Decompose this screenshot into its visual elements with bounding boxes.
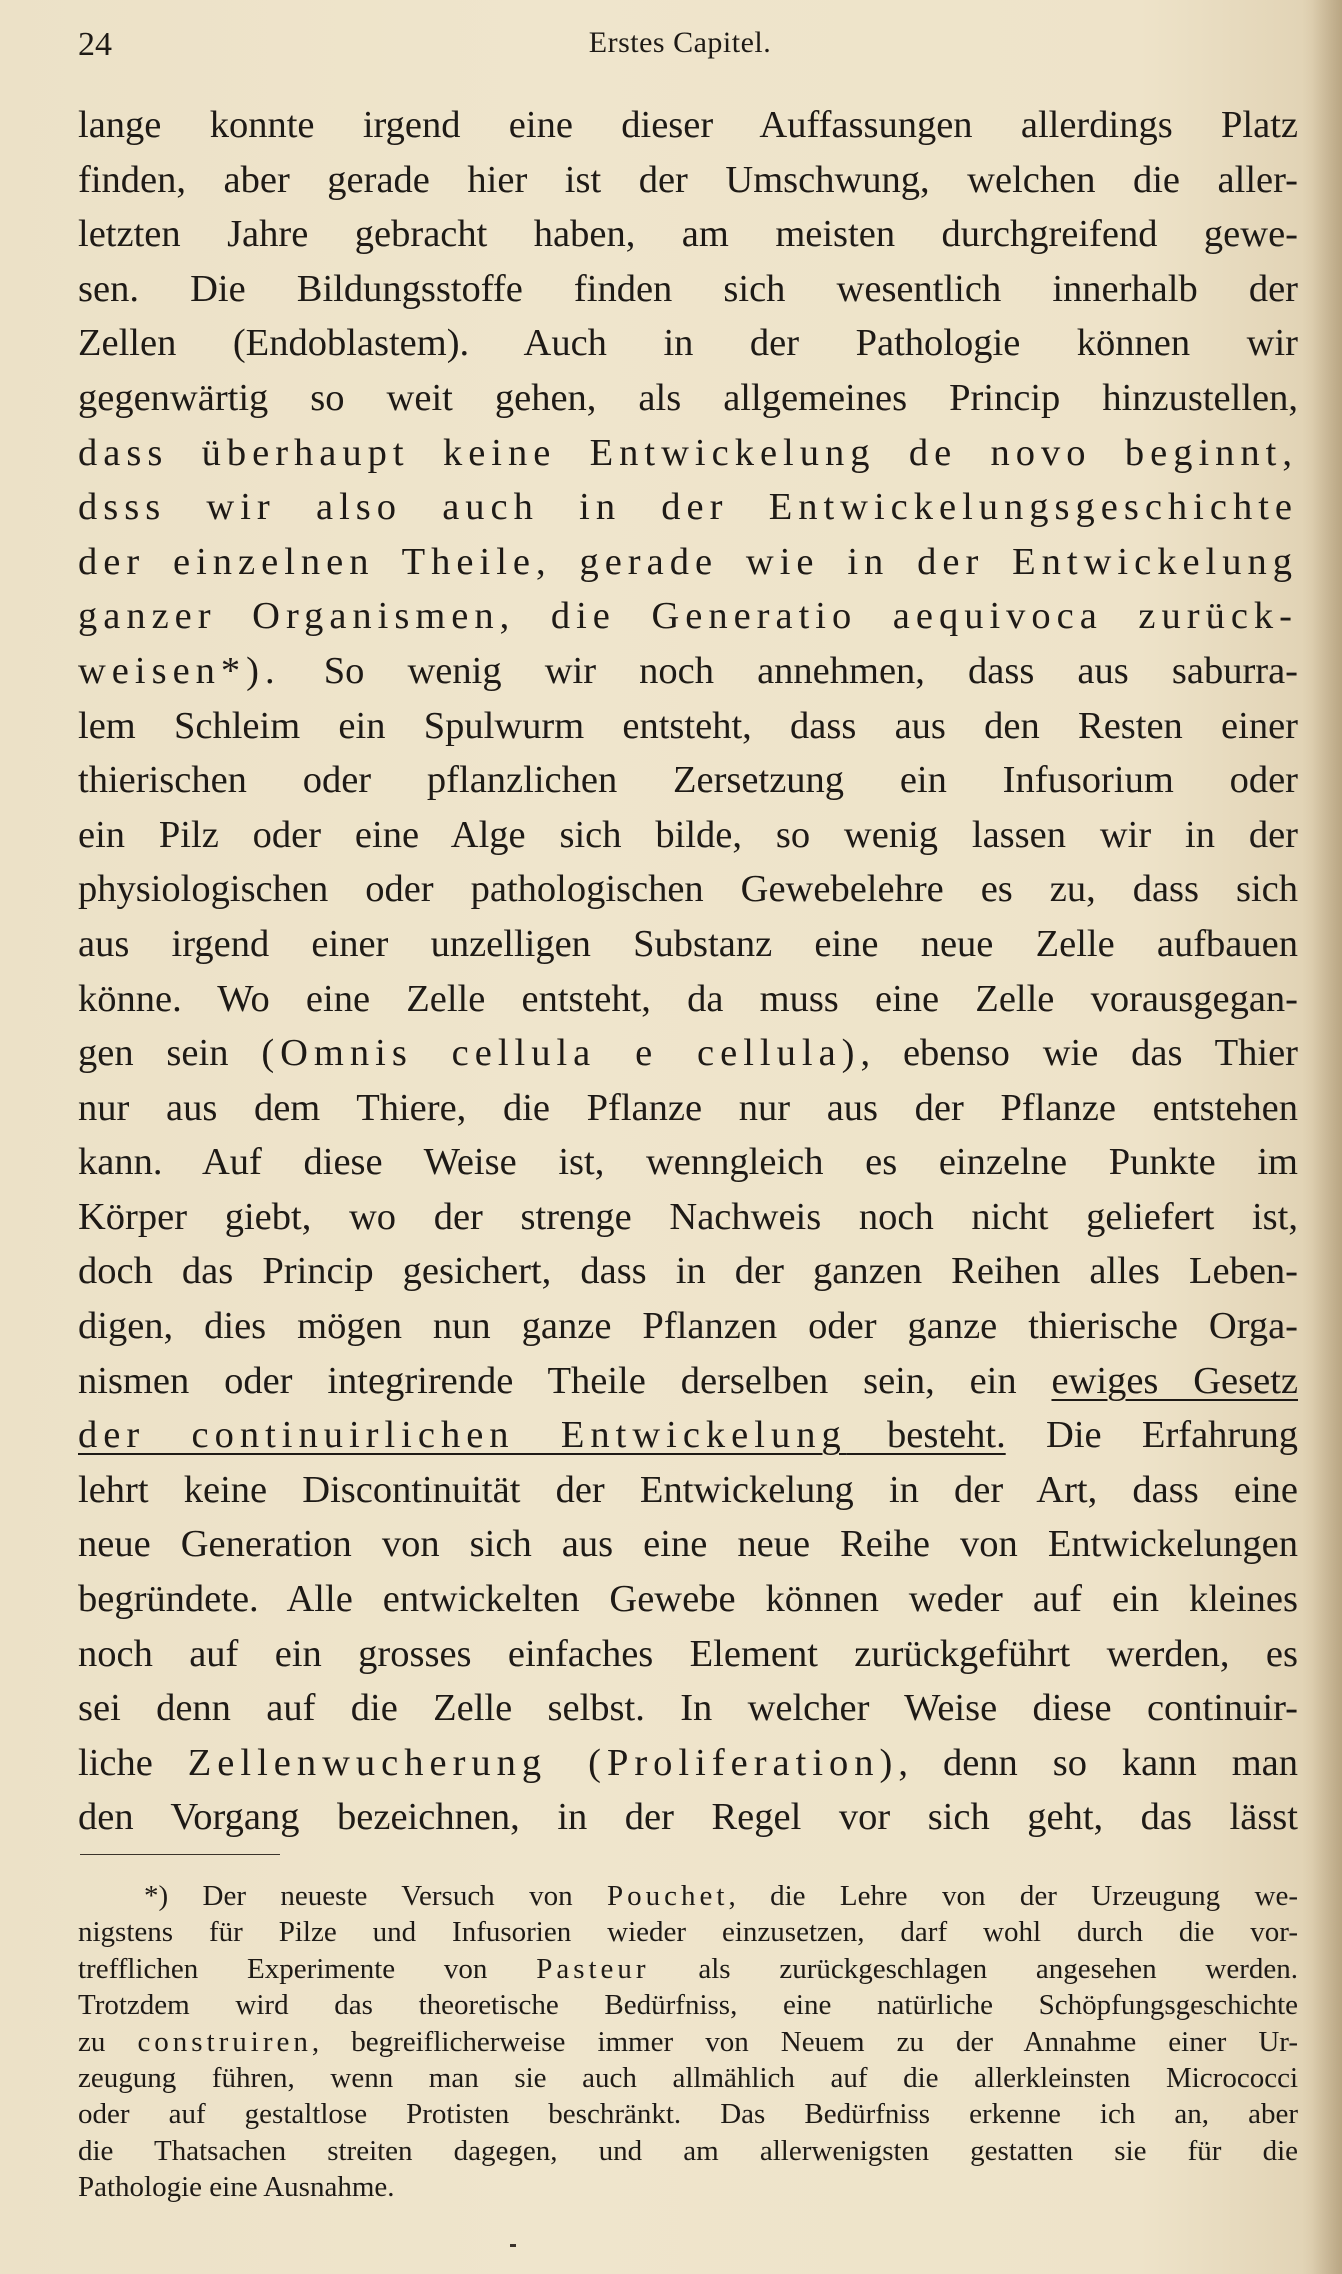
text-segment: Die Erfahrung — [1005, 1414, 1298, 1457]
text-line — [78, 972, 1298, 1027]
text-line — [78, 535, 1298, 590]
text-line — [78, 917, 1298, 972]
text-segment: aus irgend einer unzelligen Substanz eine neue Zelle aufbauen — [78, 922, 1298, 965]
text-line — [78, 480, 1298, 535]
text-segment: So wenig wir noch annehmen, dass aus saburra- — [280, 649, 1298, 692]
text-segment: kann. Auf diese Weise ist, wenngleich es einzelne Punkte im — [78, 1141, 1298, 1184]
text-segment: , ebenso wie das Thier — [860, 1032, 1298, 1075]
text-line — [78, 1135, 1298, 1190]
footnote-line — [78, 2096, 1298, 2132]
footnote-line — [78, 2024, 1298, 2060]
text-line — [78, 862, 1298, 917]
text-segment: die Thatsachen streiten dagegen, und am allerwenigsten gestatten sie für die — [78, 2134, 1298, 2167]
text-line — [78, 316, 1298, 371]
text-segment: digen, dies mögen nun ganze Pflanzen oder ganze thierische Orga- — [78, 1305, 1298, 1348]
spaced-text: dass überhaupt keine Entwickelung de novo beginnt, — [78, 431, 1298, 474]
spaced-text: construiren — [137, 2025, 312, 2058]
spaced-text: Zellenwucherung (Proliferation) — [187, 1741, 899, 1784]
text-segment: thierischen oder pflanzlichen Zersetzung ein Infusorium oder — [78, 759, 1298, 802]
spaced-text: Pasteur — [536, 1952, 650, 1985]
text-segment: doch das Princip gesichert, dass in der ganzen Reihen alles Leben- — [78, 1250, 1298, 1293]
text-segment: zeugung führen, wenn man sie auch allmählich auf die allerkleinsten Micrococci — [78, 2061, 1298, 2094]
text-line — [78, 753, 1298, 808]
text-segment: begründete. Alle entwickelten Gewebe können weder auf ein kleines — [78, 1578, 1298, 1621]
text-segment: *) Der neueste Versuch von — [144, 1880, 607, 1912]
bottom-mark — [510, 2244, 516, 2247]
footnote-line — [78, 1878, 1298, 1914]
text-segment: sei denn auf die Zelle selbst. In welcher Weise diese continuir- — [78, 1687, 1298, 1730]
text-segment: sen. Die Bildungsstoffe finden sich wesentlich innerhalb der — [78, 267, 1298, 310]
page-number: 24 — [78, 26, 112, 63]
spaced-text: weisen*). — [78, 649, 281, 692]
text-segment: physiologischen oder pathologischen Gewebelehre es zu, dass sich — [78, 868, 1298, 911]
text-segment: gegenwärtig so weit gehen, als allgemeines Princip hinzustellen, — [78, 376, 1298, 419]
text-line — [78, 644, 1298, 699]
text-line — [78, 1463, 1298, 1518]
spaced-text: der continuirlichen Entwickelung — [78, 1414, 847, 1457]
text-line — [78, 1299, 1298, 1354]
text-line — [78, 1572, 1298, 1627]
text-line — [78, 1736, 1298, 1791]
text-line — [78, 371, 1298, 426]
text-segment: oder auf gestaltlose Protisten beschränkt. Das Bedürfniss erkenne ich an, aber — [78, 2098, 1298, 2131]
text-segment: , begreiflicherweise immer von Neuem zu der Annahme einer Ur- — [311, 2025, 1298, 2058]
text-line — [78, 1408, 1298, 1463]
text-line — [78, 426, 1298, 481]
text-segment: Pathologie eine Ausnahme. — [78, 2171, 395, 2204]
text-segment: Trotzdem wird das theoretische Bedürfniss, eine natürliche Schöpfungsgeschichte — [78, 1989, 1298, 2022]
footnote-line — [78, 2169, 1298, 2205]
text-segment: besteht. — [846, 1414, 1006, 1457]
text-segment: trefflichen Experimente von — [78, 1952, 537, 1985]
text-segment: , denn so kann man — [898, 1741, 1298, 1784]
spaced-text: (Omnis cellula e cellula) — [261, 1032, 861, 1075]
running-head: Erstes Capitel. — [588, 26, 772, 59]
text-segment: , die Lehre von der Urzeugung we- — [728, 1880, 1298, 1912]
text-segment: den Vorgang bezeichnen, in der Regel vor sich geht, das lässt — [78, 1796, 1298, 1839]
footnote-line — [78, 1914, 1298, 1950]
text-segment: lehrt keine Discontinuität der Entwickelung in der Art, dass eine — [78, 1468, 1298, 1511]
text-segment: finden, aber gerade hier ist der Umschwung, welchen die aller- — [78, 158, 1298, 201]
text-segment: letzten Jahre gebracht haben, am meisten durchgreifend gewe- — [78, 213, 1298, 256]
text-segment: lange konnte irgend eine dieser Auffassungen allerdings Platz — [78, 104, 1298, 146]
text-segment: als zurückgeschlagen angesehen werden. — [649, 1952, 1298, 1985]
footnote-block — [78, 1878, 1298, 2206]
footnote-line — [78, 2133, 1298, 2169]
text-line — [78, 1244, 1298, 1299]
text-segment: liche — [78, 1741, 188, 1784]
text-line — [78, 1190, 1298, 1245]
text-segment: nur aus dem Thiere, die Pflanze nur aus der Pflanze entstehen — [78, 1086, 1298, 1129]
page-edge-shadow — [1312, 0, 1342, 2274]
text-segment: nigstens für Pilze und Infusorien wieder einzusetzen, darf wohl durch die vor- — [78, 1916, 1298, 1949]
text-segment: Zellen (Endoblastem). Auch in der Pathologie können wir — [78, 322, 1298, 365]
text-segment: lem Schleim ein Spulwurm entsteht, dass aus den Resten einer — [78, 704, 1298, 747]
text-segment: zu — [78, 2025, 138, 2058]
text-line — [78, 1354, 1298, 1409]
spaced-text: der einzelnen Theile, gerade wie in der Entwickelung — [78, 540, 1298, 583]
text-line — [78, 699, 1298, 754]
spaced-text: dsss wir also auch in der Entwickelungsgeschichte — [78, 486, 1298, 529]
text-line — [78, 207, 1298, 262]
text-line — [78, 1081, 1298, 1136]
text-segment: noch auf ein grosses einfaches Element zurückgeführt werden, es — [78, 1632, 1298, 1675]
text-line — [78, 98, 1298, 153]
spaced-text: ganzer Organismen, die Generatio aequivoca zurück- — [78, 595, 1298, 638]
body-text — [78, 98, 1298, 1845]
text-line — [78, 1681, 1298, 1736]
text-line — [78, 1517, 1298, 1572]
page-header — [78, 26, 1282, 70]
text-segment: Körper giebt, wo der strenge Nachweis noch nicht geliefert ist, — [78, 1195, 1298, 1238]
footnote-line — [78, 2060, 1298, 2096]
text-line — [78, 262, 1298, 317]
text-line — [78, 1026, 1298, 1081]
text-line — [78, 808, 1298, 863]
text-segment: nismen oder integrirende Theile derselben sein, ein — [78, 1359, 1052, 1402]
footnote-line — [78, 1951, 1298, 1987]
text-line — [78, 1790, 1298, 1845]
footnote-divider — [80, 1854, 280, 1855]
spaced-text: Pouchet — [607, 1880, 729, 1912]
text-segment: ein Pilz oder eine Alge sich bilde, so wenig lassen wir in der — [78, 813, 1298, 856]
text-segment: gen sein — [78, 1032, 262, 1075]
text-segment: ewiges Gesetz — [1051, 1359, 1298, 1402]
text-segment: könne. Wo eine Zelle entsteht, da muss eine Zelle vorausgegan- — [78, 977, 1298, 1020]
text-line — [78, 589, 1298, 644]
text-line — [78, 1627, 1298, 1682]
text-line — [78, 153, 1298, 208]
footnote-line — [78, 1987, 1298, 2023]
text-segment: neue Generation von sich aus eine neue Reihe von Entwickelungen — [78, 1523, 1298, 1566]
